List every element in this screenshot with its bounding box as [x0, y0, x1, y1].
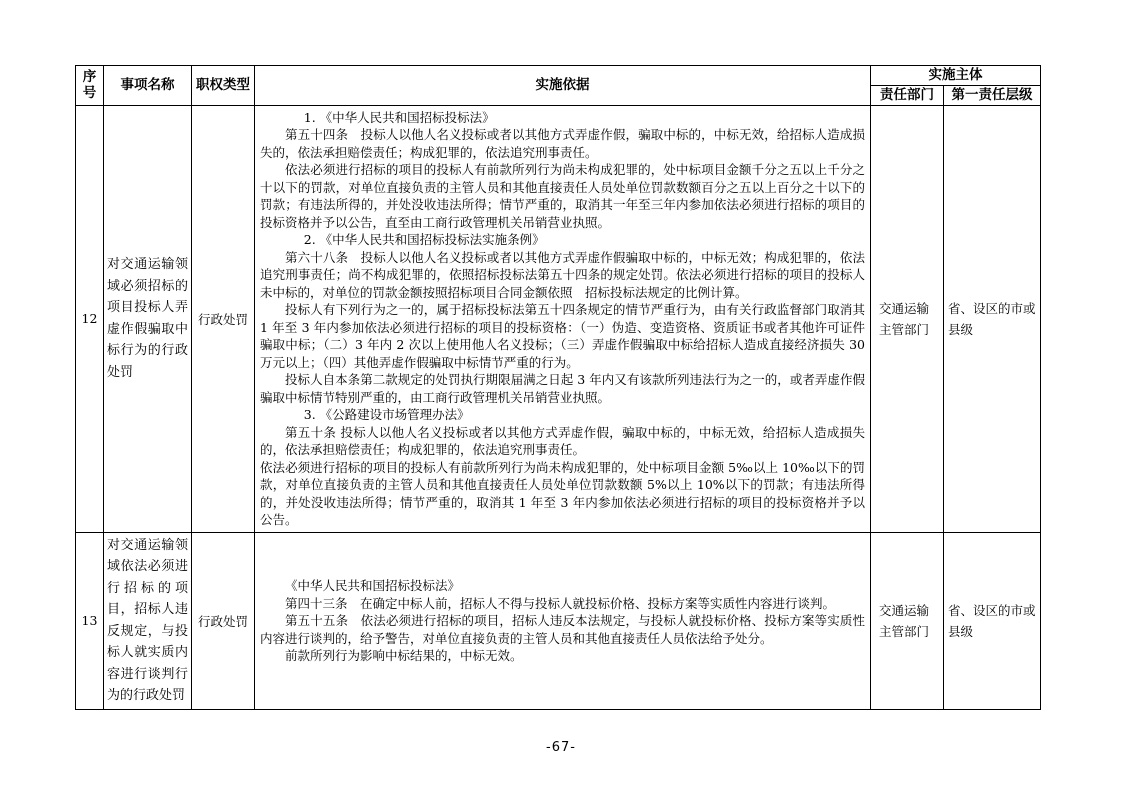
- basis-paragraph: 前款所列行为影响中标结果的，中标无效。: [285, 648, 523, 664]
- basis-cell: [255, 532, 871, 709]
- basis-paragraph: 3. 《公路建设市场管理办法》: [303, 407, 470, 423]
- basis-paragraph: 第六十八条 投标人以他人名义投标或者以其他方式弄虚作假骗取中标的，中标无效；构成犯罪的，依法追究刑事责任；尚不构成犯罪的，依照招标投标法第五十四条的规定处罚。依法必须进行招标的项目的投标人未中标的，对单位的罚款金额按照招标项目合同金额依照 招标投标法规定的比例计算。: [260, 249, 865, 300]
- department-cell: 交通运输主管部门: [871, 532, 944, 709]
- basis-paragraph: 投标人自本条第二款规定的处罚执行期限届满之日起 3 年内又有该款所列违法行为之一的，或者弄虚作假骗取中标情节特别严重的，由工商行政管理机关吊销营业执照。: [260, 372, 865, 405]
- department-cell: 交通运输主管部门: [871, 105, 944, 532]
- power-type-cell: 行政处罚: [192, 105, 255, 532]
- table-row-13: [76, 532, 1041, 709]
- basis-paragraph: 第五十四条 投标人以他人名义投标或者以其他方式弄虚作假，骗取中标的，中标无效，给招标人造成损失的，依法承担赔偿责任；构成犯罪的，依法追究刑事责任。: [260, 127, 865, 160]
- power-type-cell: 行政处罚: [192, 532, 255, 709]
- basis-paragraph: 依法必须进行招标的项目的投标人有前款所列行为尚未构成犯罪的，处中标项目金额 5‰以上 10‰以下的罚款，对单位直接负责的主管人员和其他直接责任人员处单位罚款数额 5%以上 10%以下的罚款；有违法所得的，并处没收违法所得；情节严重的，取消其 1 年至 3 年内参加依法必须进行招标的项目的投标资格并予以公告。: [260, 459, 865, 528]
- header-index: 序号: [76, 66, 104, 106]
- first-level-cell: 省、设区的市或县级: [944, 532, 1041, 709]
- basis-paragraph: 《中华人民共和国招标投标法》: [285, 578, 461, 594]
- item-name-cell: 对交通运输领域必须招标的项目投标人弄虚作假骗取中标行为的行政处罚: [104, 105, 192, 532]
- basis-cell: [255, 105, 871, 532]
- basis-paragraph: 第四十三条 在确定中标人前，招标人不得与投标人就投标价格、投标方案等实质性内容进行谈判。: [285, 595, 836, 611]
- header-first-level: 第一责任层级: [944, 86, 1041, 106]
- header-power-type: 职权类型: [192, 66, 255, 106]
- item-name-cell: 对交通运输领域依法必须进行招标的项目，招标人违反规定，与投标人就实质内容进行谈判行为的行政处罚: [104, 532, 192, 709]
- power-list-table: [75, 65, 1041, 710]
- basis-paragraph: 投标人有下列行为之一的，属于招标投标法第五十四条规定的情节严重行为，由有关行政监督部门取消其 1 年至 3 年内参加依法必须进行招标的项目的投标资格：（一）伪造、变造资格、资质证书或者其他许可证件骗取中标；（二）3 年内 2 次以上使用他人名义投标；（三）弄虚作假骗取中标给招标人造成直接经济损失 30 万元以上；（四）其他弄虚作假骗取中标情节严重的行为。: [260, 302, 865, 370]
- row-index: 13: [76, 532, 104, 709]
- header-department: 责任部门: [871, 86, 944, 106]
- basis-paragraph: 第五十五条 依法必须进行招标的项目，招标人违反本法规定，与投标人就投标价格、投标方案等实质性内容进行谈判的，给予警告，对单位直接负责的主管人员和其他直接责任人员依法给予处分。: [260, 613, 865, 646]
- basis-paragraph: 第五十条 投标人以他人名义投标或者以其他方式弄虚作假，骗取中标的，中标无效，给招标人造成损失的，依法承担赔偿责任；构成犯罪的，依法追究刑事责任。: [260, 424, 865, 458]
- page-number: -67-: [546, 740, 576, 755]
- row-index: 12: [76, 105, 104, 532]
- first-level-cell: 省、设区的市或县级: [944, 105, 1041, 532]
- basis-paragraph: 1. 《中华人民共和国招标投标法》: [303, 109, 495, 125]
- basis-paragraph: 2. 《中华人民共和国招标投标法实施条例》: [303, 232, 545, 248]
- header-item-name: 事项名称: [104, 66, 192, 106]
- header-basis: 实施依据: [255, 66, 871, 106]
- table-row-12: [76, 105, 1041, 532]
- basis-paragraph: 依法必须进行招标的项目的投标人有前款所列行为尚未构成犯罪的，处中标项目金额千分之五以上千分之十以下的罚款，对单位直接负责的主管人员和其他直接责任人员处单位罚款数额百分之五以上百分之十以下的罚款；有违法所得的，并处没收违法所得；情节严重的，取消其一年至三年内参加依法必须进行招标的项目的投标资格并予以公告，直至由工商行政管理机关吊销营业执照。: [260, 162, 865, 230]
- header-subject-group: 实施主体: [871, 66, 1041, 86]
